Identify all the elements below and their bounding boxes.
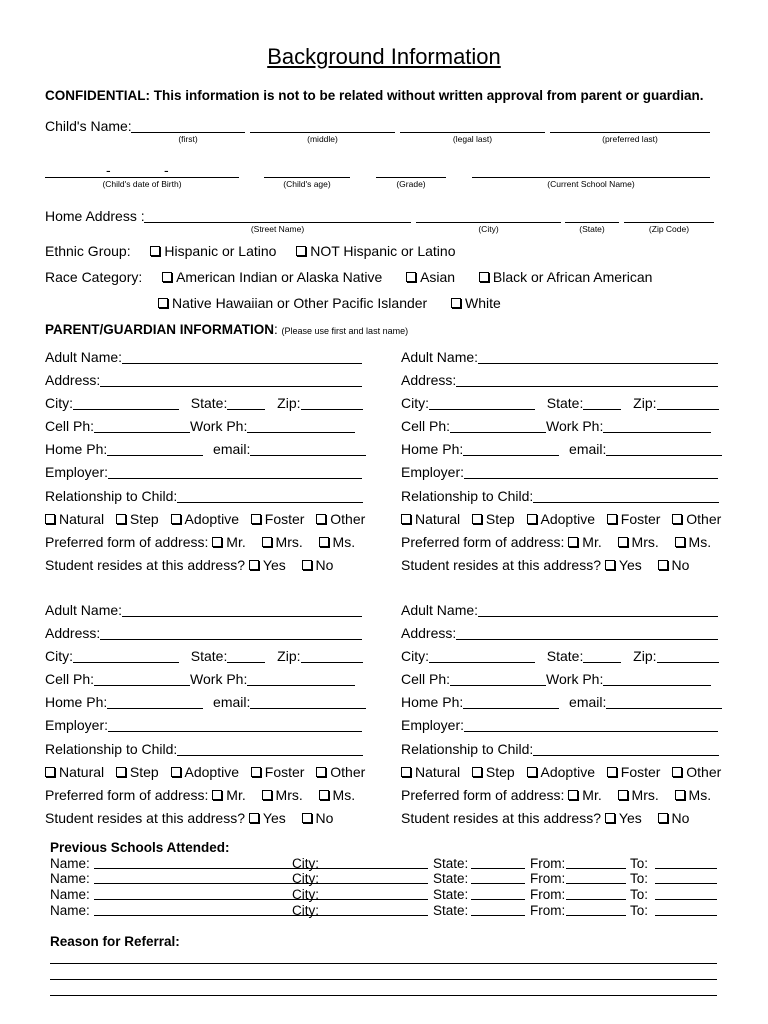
cell-field[interactable] xyxy=(450,420,546,433)
home-email-row xyxy=(401,694,722,710)
adult-name-row xyxy=(401,602,718,618)
race-row-2 xyxy=(158,295,501,311)
checkbox-icon[interactable] xyxy=(249,813,259,823)
zip-label: Zip: xyxy=(277,395,301,411)
option-foster: Foster xyxy=(620,764,661,780)
adult-name-label: Adult Name: xyxy=(401,602,479,618)
option-mrs: Mrs. xyxy=(631,787,659,803)
caption-street: (Street Name) xyxy=(250,224,305,234)
option-ms: Ms. xyxy=(688,787,712,803)
relationship-field[interactable] xyxy=(177,743,363,756)
caption-legal-last: (legal last) xyxy=(452,134,493,144)
school-state-field[interactable] xyxy=(471,903,525,916)
school-from-label: From: xyxy=(530,887,566,902)
state-label: State: xyxy=(546,395,584,411)
school-state-label: State: xyxy=(433,856,469,871)
checkbox-icon[interactable] xyxy=(316,767,326,777)
caption-zip: (Zip Code) xyxy=(648,224,690,234)
home-label: Home Ph: xyxy=(45,694,108,710)
preferred-label: Preferred form of address: xyxy=(45,787,209,803)
checkbox-icon[interactable] xyxy=(251,767,261,777)
option-step: Step xyxy=(129,764,159,780)
cell-label: Cell Ph: xyxy=(45,418,95,434)
city-state-zip-row xyxy=(401,395,719,411)
option-ms: Ms. xyxy=(332,787,356,803)
option-natural: Natural xyxy=(415,511,461,527)
school-to-label: To: xyxy=(630,903,649,918)
referral-line[interactable] xyxy=(50,963,717,964)
email-field[interactable] xyxy=(606,443,722,456)
checkbox-icon[interactable] xyxy=(249,560,259,570)
cell-label: Cell Ph: xyxy=(401,671,451,687)
school-from-field[interactable] xyxy=(566,856,626,869)
relationship-label: Relationship to Child: xyxy=(401,741,534,757)
checkbox-icon[interactable] xyxy=(672,767,682,777)
adult-name-label: Adult Name: xyxy=(401,349,479,365)
phone-row xyxy=(401,671,711,687)
employer-field[interactable] xyxy=(464,466,718,479)
address-row xyxy=(401,625,718,641)
caption-dob: (Child's date of Birth) xyxy=(102,179,182,189)
checkbox-icon[interactable] xyxy=(251,514,261,524)
checkbox-icon[interactable] xyxy=(472,767,482,777)
phone-row xyxy=(45,671,355,687)
checkbox-icon[interactable] xyxy=(158,298,168,308)
resides-row xyxy=(401,810,689,826)
employer-row xyxy=(45,717,362,733)
school-from-label: From: xyxy=(530,856,566,871)
checkbox-icon[interactable] xyxy=(568,790,578,800)
checkbox-icon[interactable] xyxy=(568,537,578,547)
school-from-field[interactable] xyxy=(566,903,626,916)
option-mrs: Mrs. xyxy=(631,534,659,550)
state-field[interactable] xyxy=(583,650,621,663)
option-black: Black or African American xyxy=(492,269,653,285)
checkbox-icon[interactable] xyxy=(527,514,537,524)
caption-age: (Child's age) xyxy=(283,179,331,189)
resides-row xyxy=(45,810,333,826)
option-native-hawaiian: Native Hawaiian or Other Pacific Islander xyxy=(172,295,428,311)
option-adoptive: Adoptive xyxy=(540,764,595,780)
option-ms: Ms. xyxy=(688,534,712,550)
school-state-label: State: xyxy=(433,903,469,918)
cell-field[interactable] xyxy=(94,420,190,433)
phone-row xyxy=(45,418,355,434)
preferred-address-row xyxy=(45,534,355,550)
email-label: email: xyxy=(569,694,607,710)
option-foster: Foster xyxy=(620,511,661,527)
option-ms: Ms. xyxy=(332,534,356,550)
school-city-field[interactable] xyxy=(322,856,428,869)
address-field[interactable] xyxy=(456,627,718,640)
checkbox-icon[interactable] xyxy=(451,298,461,308)
phone-row xyxy=(401,418,711,434)
option-foster: Foster xyxy=(264,764,305,780)
checkbox-icon[interactable] xyxy=(212,790,222,800)
city-label: City: xyxy=(45,395,73,411)
option-no: No xyxy=(315,557,334,573)
state-label: State: xyxy=(190,395,228,411)
checkbox-icon[interactable] xyxy=(116,767,126,777)
option-white: White xyxy=(465,295,501,311)
school-to-field[interactable] xyxy=(655,856,717,869)
city-label: City: xyxy=(45,648,73,664)
work-field[interactable] xyxy=(603,673,711,686)
adult-name-label: Adult Name: xyxy=(45,602,123,618)
relationship-label: Relationship to Child: xyxy=(401,488,534,504)
school-from-label: From: xyxy=(530,871,566,886)
option-no: No xyxy=(671,557,690,573)
relationship-options-row xyxy=(45,764,365,780)
state-field[interactable] xyxy=(583,397,621,410)
email-label: email: xyxy=(213,694,251,710)
adult-name-row xyxy=(401,349,718,365)
adult-name-field[interactable] xyxy=(122,351,362,364)
state-label: State: xyxy=(190,648,228,664)
relationship-row xyxy=(401,741,719,757)
cell-label: Cell Ph: xyxy=(401,418,451,434)
work-field[interactable] xyxy=(247,420,355,433)
option-not-hispanic: NOT Hispanic or Latino xyxy=(310,243,456,259)
option-mr: Mr. xyxy=(582,787,602,803)
resides-label: Student resides at this address? xyxy=(401,810,602,826)
relationship-field[interactable] xyxy=(533,490,719,503)
school-from-label: From: xyxy=(530,903,566,918)
cell-field[interactable] xyxy=(94,673,190,686)
checkbox-icon[interactable] xyxy=(406,272,416,282)
employer-label: Employer: xyxy=(45,717,109,733)
resides-label: Student resides at this address? xyxy=(45,810,246,826)
checkbox-icon[interactable] xyxy=(618,537,628,547)
relationship-options-row xyxy=(45,511,365,527)
school-city-field[interactable] xyxy=(322,871,428,884)
checkbox-icon[interactable] xyxy=(262,537,272,547)
city-field[interactable] xyxy=(429,650,535,663)
checkbox-icon[interactable] xyxy=(401,514,411,524)
address-label: Address: xyxy=(401,372,457,388)
city-state-zip-row xyxy=(45,648,363,664)
employer-field[interactable] xyxy=(108,466,362,479)
option-no: No xyxy=(671,810,690,826)
home-email-row xyxy=(45,694,366,710)
employer-label: Employer: xyxy=(401,464,465,480)
school-name-label: Name: xyxy=(50,856,90,871)
relationship-field[interactable] xyxy=(177,490,363,503)
option-mrs: Mrs. xyxy=(275,534,303,550)
adult-name-field[interactable] xyxy=(478,351,718,364)
zip-field[interactable] xyxy=(301,397,363,410)
school-from-field[interactable] xyxy=(566,871,626,884)
caption-city: (City) xyxy=(478,224,499,234)
checkbox-icon[interactable] xyxy=(658,813,668,823)
adult-name-row xyxy=(45,349,362,365)
option-other: Other xyxy=(330,764,366,780)
zip-label: Zip: xyxy=(633,648,657,664)
ethnic-group-label: Ethnic Group: xyxy=(45,243,131,259)
checkbox-icon[interactable] xyxy=(675,790,685,800)
option-step: Step xyxy=(485,764,515,780)
ethnic-group-row xyxy=(45,243,455,259)
work-label: Work Ph: xyxy=(546,418,604,434)
checkbox-icon[interactable] xyxy=(212,537,222,547)
address-field[interactable] xyxy=(100,374,362,387)
checkbox-icon[interactable] xyxy=(607,767,617,777)
option-yes: Yes xyxy=(618,557,642,573)
school-to-label: To: xyxy=(630,871,649,886)
city-state-zip-row xyxy=(45,395,363,411)
option-mrs: Mrs. xyxy=(275,787,303,803)
home-label: Home Ph: xyxy=(401,441,464,457)
option-other: Other xyxy=(686,511,722,527)
work-field[interactable] xyxy=(247,673,355,686)
option-yes: Yes xyxy=(262,810,286,826)
school-state-field[interactable] xyxy=(471,887,525,900)
checkbox-icon[interactable] xyxy=(605,560,615,570)
zip-label: Zip: xyxy=(277,648,301,664)
caption-state: (State) xyxy=(579,224,605,234)
checkbox-icon[interactable] xyxy=(672,514,682,524)
school-to-field[interactable] xyxy=(655,887,717,900)
address-label: Address: xyxy=(401,625,457,641)
caption-grade: (Grade) xyxy=(396,179,426,189)
address-label: Address: xyxy=(45,625,101,641)
race-label: Race Category: xyxy=(45,269,143,285)
school-state-field[interactable] xyxy=(471,871,525,884)
option-mr: Mr. xyxy=(226,787,246,803)
option-step: Step xyxy=(485,511,515,527)
childs-name-label: Child's Name: xyxy=(45,118,132,134)
adult-name-row xyxy=(45,602,362,618)
relationship-row xyxy=(45,488,363,504)
checkbox-icon[interactable] xyxy=(658,560,668,570)
option-yes: Yes xyxy=(262,557,286,573)
checkbox-icon[interactable] xyxy=(296,246,306,256)
option-adoptive: Adoptive xyxy=(540,511,595,527)
city-label: City: xyxy=(401,395,429,411)
previous-schools-heading: Previous Schools Attended: xyxy=(50,840,230,855)
relationship-options-row xyxy=(401,511,721,527)
option-natural: Natural xyxy=(59,764,105,780)
address-row xyxy=(45,625,362,641)
zip-field[interactable] xyxy=(657,397,719,410)
parent-heading: PARENT/GUARDIAN INFORMATION: (Please use first and last name) xyxy=(45,322,409,337)
option-mr: Mr. xyxy=(582,534,602,550)
city-field[interactable] xyxy=(429,397,535,410)
employer-field[interactable] xyxy=(108,719,362,732)
caption-preferred-last: (preferred last) xyxy=(602,134,658,144)
home-field[interactable] xyxy=(107,696,203,709)
home-email-row xyxy=(45,441,366,457)
employer-label: Employer: xyxy=(401,717,465,733)
email-field[interactable] xyxy=(250,696,366,709)
school-name-label: Name: xyxy=(50,887,90,902)
checkbox-icon[interactable] xyxy=(316,514,326,524)
work-label: Work Ph: xyxy=(190,671,248,687)
option-other: Other xyxy=(330,511,366,527)
checkbox-icon[interactable] xyxy=(45,767,55,777)
checkbox-icon[interactable] xyxy=(607,514,617,524)
employer-field[interactable] xyxy=(464,719,718,732)
option-american-indian: American Indian or Alaska Native xyxy=(176,269,383,285)
checkbox-icon[interactable] xyxy=(302,813,312,823)
employer-row xyxy=(45,464,362,480)
option-hispanic: Hispanic or Latino xyxy=(164,243,277,259)
referral-line[interactable] xyxy=(50,979,717,980)
zip-field[interactable] xyxy=(657,650,719,663)
school-name-label: Name: xyxy=(50,871,90,886)
option-adoptive: Adoptive xyxy=(184,764,239,780)
caption-middle: (middle) xyxy=(307,134,338,144)
state-field[interactable] xyxy=(227,650,265,663)
home-label: Home Ph: xyxy=(45,441,108,457)
address-field[interactable] xyxy=(100,627,362,640)
preferred-address-row xyxy=(401,787,711,803)
school-name-label: Name: xyxy=(50,903,90,918)
parent-heading-text: PARENT/GUARDIAN INFORMATION xyxy=(45,322,274,337)
home-field[interactable] xyxy=(463,443,559,456)
address-row xyxy=(45,372,362,388)
option-foster: Foster xyxy=(264,511,305,527)
checkbox-icon[interactable] xyxy=(479,272,489,282)
relationship-row xyxy=(45,741,363,757)
city-field[interactable] xyxy=(73,650,179,663)
checkbox-icon[interactable] xyxy=(171,514,181,524)
checkbox-icon[interactable] xyxy=(319,537,329,547)
relationship-field[interactable] xyxy=(533,743,719,756)
home-address-label: Home Address : xyxy=(45,208,145,224)
school-to-field[interactable] xyxy=(655,871,717,884)
race-row-1 xyxy=(45,269,652,285)
checkbox-icon[interactable] xyxy=(605,813,615,823)
option-asian: Asian xyxy=(420,269,456,285)
email-field[interactable] xyxy=(250,443,366,456)
checkbox-icon[interactable] xyxy=(150,246,160,256)
school-to-label: To: xyxy=(630,856,649,871)
preferred-address-row xyxy=(45,787,355,803)
checkbox-icon[interactable] xyxy=(319,790,329,800)
home-email-row xyxy=(401,441,722,457)
checkbox-icon[interactable] xyxy=(171,767,181,777)
parent-heading-note: (Please use first and last name) xyxy=(281,326,409,336)
preferred-label: Preferred form of address: xyxy=(45,534,209,550)
option-step: Step xyxy=(129,511,159,527)
home-field[interactable] xyxy=(463,696,559,709)
checkbox-icon[interactable] xyxy=(472,514,482,524)
school-from-field[interactable] xyxy=(566,887,626,900)
state-field[interactable] xyxy=(227,397,265,410)
option-no: No xyxy=(315,810,334,826)
checkbox-icon[interactable] xyxy=(45,514,55,524)
dob-separator: - xyxy=(164,162,169,178)
school-to-label: To: xyxy=(630,887,649,902)
checkbox-icon[interactable] xyxy=(162,272,172,282)
school-city-field[interactable] xyxy=(322,903,428,916)
work-label: Work Ph: xyxy=(546,671,604,687)
checkbox-icon[interactable] xyxy=(401,767,411,777)
confidential-notice: CONFIDENTIAL: This information is not to be related without written approval from parent or guardian. xyxy=(45,88,704,103)
school-city-label: City: xyxy=(292,856,319,871)
preferred-label: Preferred form of address: xyxy=(401,787,565,803)
school-to-field[interactable] xyxy=(655,903,717,916)
cell-label: Cell Ph: xyxy=(45,671,95,687)
school-city-field[interactable] xyxy=(322,887,428,900)
option-adoptive: Adoptive xyxy=(184,511,239,527)
checkbox-icon[interactable] xyxy=(675,537,685,547)
work-label: Work Ph: xyxy=(190,418,248,434)
employer-row xyxy=(401,464,718,480)
zip-field[interactable] xyxy=(301,650,363,663)
option-other: Other xyxy=(686,764,722,780)
resides-label: Student resides at this address? xyxy=(45,557,246,573)
resides-row xyxy=(401,557,689,573)
dob-separator: - xyxy=(106,162,111,178)
resides-label: Student resides at this address? xyxy=(401,557,602,573)
option-yes: Yes xyxy=(618,810,642,826)
checkbox-icon[interactable] xyxy=(262,790,272,800)
email-label: email: xyxy=(213,441,251,457)
employer-row xyxy=(401,717,718,733)
caption-first: (first) xyxy=(178,134,198,144)
address-row xyxy=(401,372,718,388)
cell-field[interactable] xyxy=(450,673,546,686)
address-label: Address: xyxy=(45,372,101,388)
checkbox-icon[interactable] xyxy=(618,790,628,800)
relationship-options-row xyxy=(401,764,721,780)
option-natural: Natural xyxy=(59,511,105,527)
address-field[interactable] xyxy=(456,374,718,387)
option-natural: Natural xyxy=(415,764,461,780)
adult-name-label: Adult Name: xyxy=(45,349,123,365)
city-state-zip-row xyxy=(401,648,719,664)
relationship-label: Relationship to Child: xyxy=(45,488,178,504)
state-label: State: xyxy=(546,648,584,664)
caption-school: (Current School Name) xyxy=(547,179,635,189)
adult-name-field[interactable] xyxy=(122,604,362,617)
city-field[interactable] xyxy=(73,397,179,410)
adult-name-field[interactable] xyxy=(478,604,718,617)
page-title: Background Information xyxy=(267,44,501,69)
employer-label: Employer: xyxy=(45,464,109,480)
checkbox-icon[interactable] xyxy=(302,560,312,570)
relationship-label: Relationship to Child: xyxy=(45,741,178,757)
zip-label: Zip: xyxy=(633,395,657,411)
school-state-label: State: xyxy=(433,871,469,886)
school-state-field[interactable] xyxy=(471,856,525,869)
email-label: email: xyxy=(569,441,607,457)
school-state-label: State: xyxy=(433,887,469,902)
resides-row xyxy=(45,557,333,573)
preferred-address-row xyxy=(401,534,711,550)
option-mr: Mr. xyxy=(226,534,246,550)
home-field[interactable] xyxy=(107,443,203,456)
home-label: Home Ph: xyxy=(401,694,464,710)
work-field[interactable] xyxy=(603,420,711,433)
school-city-label: City: xyxy=(292,887,319,902)
referral-heading: Reason for Referral: xyxy=(50,934,180,949)
preferred-label: Preferred form of address: xyxy=(401,534,565,550)
email-field[interactable] xyxy=(606,696,722,709)
school-city-label: City: xyxy=(292,871,319,886)
relationship-row xyxy=(401,488,719,504)
referral-line[interactable] xyxy=(50,995,717,996)
checkbox-icon[interactable] xyxy=(527,767,537,777)
school-city-label: City: xyxy=(292,903,319,918)
checkbox-icon[interactable] xyxy=(116,514,126,524)
city-label: City: xyxy=(401,648,429,664)
